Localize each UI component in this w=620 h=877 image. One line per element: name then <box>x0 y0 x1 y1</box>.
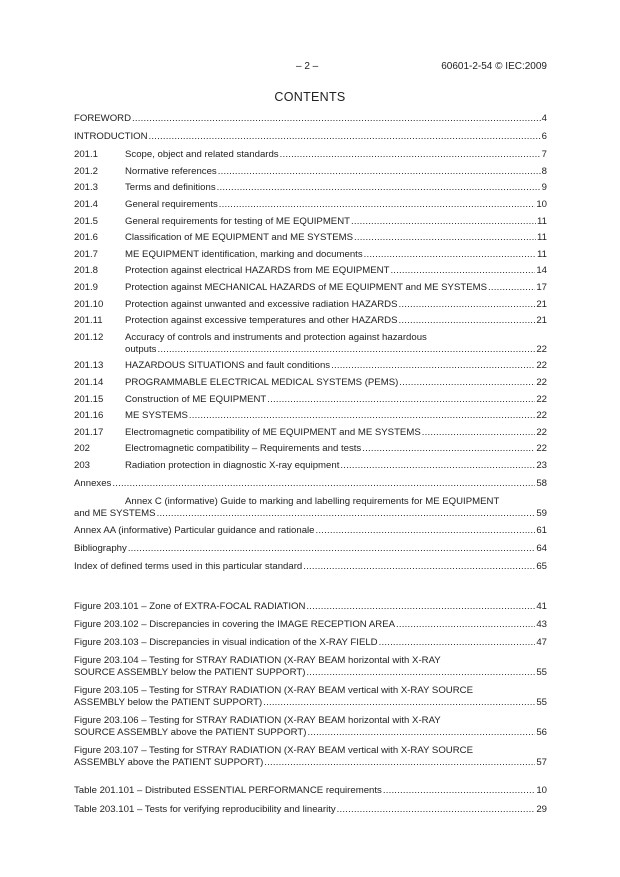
toc-entry[interactable] <box>74 113 547 125</box>
toc-entry-page: 21 <box>536 315 547 327</box>
page-header <box>0 61 620 75</box>
toc-entry-page: 58 <box>536 477 547 489</box>
toc-entry-page: 22 <box>536 377 547 389</box>
dot-leader <box>340 460 535 472</box>
dot-leader <box>399 315 536 327</box>
toc-entry-page: 10 <box>536 199 547 211</box>
toc-entry-title-cont: ASSEMBLY below the PATIENT SUPPORT) <box>74 697 263 708</box>
toc-entry[interactable] <box>74 265 547 277</box>
toc-entry-line <box>74 199 547 211</box>
toc-entry-line <box>74 804 547 816</box>
dot-leader <box>379 637 536 649</box>
toc-entry-title: Annexes <box>74 477 112 489</box>
toc-entry[interactable] <box>74 299 547 311</box>
toc-entry-line <box>74 697 547 709</box>
toc-entry-line <box>74 543 547 555</box>
toc-entry-title: Construction of ME EQUIPMENT <box>125 393 267 405</box>
toc-entry[interactable] <box>74 166 547 178</box>
toc-entry-title: Protection against electrical HAZARDS from ME EQUIPMENT <box>125 265 390 277</box>
dot-leader <box>488 282 535 294</box>
toc-entry-title: Protection against excessive temperatures and other HAZARDS <box>125 315 398 327</box>
toc-entry-line <box>74 667 547 679</box>
toc-entry-number: 201.5 <box>74 215 99 227</box>
dot-leader <box>217 182 541 194</box>
toc-entry[interactable] <box>74 149 547 161</box>
toc-entry-number: 201.17 <box>74 426 104 438</box>
toc-entry-line <box>74 525 547 537</box>
contents-title: CONTENTS <box>274 90 346 104</box>
tables-list <box>74 785 547 823</box>
toc-entry-line <box>74 113 547 125</box>
toc-entry-number <box>74 496 125 508</box>
toc-entry[interactable] <box>74 282 547 294</box>
dot-leader <box>307 727 535 739</box>
toc-entry-page: 22 <box>536 443 547 455</box>
dot-leader <box>267 394 535 406</box>
toc-entry-title: Protection against unwanted and excessive radiation HAZARDS <box>125 298 398 310</box>
toc-entry-title: Annex C (informative) Guide to marking and labelling requirements for ME EQUIPMENT <box>125 495 500 507</box>
toc-entry-number: 201.2 <box>74 165 99 177</box>
toc-entry-page: 41 <box>536 601 547 612</box>
toc-entry-title: Annex AA (informative) Particular guidance and rationale <box>74 524 315 536</box>
dot-leader <box>364 249 536 261</box>
toc-entry-title: Classification of ME EQUIPMENT and ME SYSTEMS <box>125 232 354 244</box>
dot-leader <box>149 131 541 143</box>
dot-leader <box>316 525 536 537</box>
toc-entry-title-cont: ASSEMBLY above the PATIENT SUPPORT) <box>74 757 264 768</box>
toc-entry-line <box>74 655 547 667</box>
toc-entry-title-cont: and ME SYSTEMS <box>74 507 156 519</box>
toc-entry[interactable] <box>74 619 547 631</box>
toc-entry-line <box>74 377 547 389</box>
dot-leader <box>396 619 535 631</box>
toc-entry-title: Normative references <box>125 165 217 177</box>
toc-entry[interactable] <box>74 360 547 372</box>
dot-leader <box>132 113 541 125</box>
toc-entry-page: 22 <box>536 343 547 355</box>
toc-entry-line <box>74 745 547 757</box>
toc-entry-title: Figure 203.105 – Testing for STRAY RADIATION (X-RAY BEAM vertical with X-RAY SOURCE <box>74 685 473 696</box>
toc-entry-title: Bibliography <box>74 542 127 554</box>
toc-entry-line <box>74 410 547 422</box>
toc-entry-page: 17 <box>536 282 547 294</box>
toc-entry-line <box>74 344 547 356</box>
toc-entry-line <box>74 182 547 194</box>
dot-leader <box>383 785 535 797</box>
dot-leader <box>264 757 535 769</box>
toc-entry[interactable] <box>74 715 547 739</box>
toc-entry-line <box>74 315 547 327</box>
toc-entry-line <box>74 478 547 490</box>
toc-entry-title: Figure 203.107 – Testing for STRAY RADIATION (X-RAY BEAM vertical with X-RAY SOURCE <box>74 745 473 756</box>
dot-leader <box>218 166 541 178</box>
toc-entry-number: 201.6 <box>74 232 99 244</box>
toc-entry-page: 65 <box>536 560 547 572</box>
dot-leader <box>399 377 535 389</box>
toc-entry-title: PROGRAMMABLE ELECTRICAL MEDICAL SYSTEMS (PEMS) <box>125 377 399 389</box>
toc-entry-number: 201.1 <box>74 149 99 161</box>
dot-leader <box>157 344 535 356</box>
toc-entry[interactable] <box>74 443 547 455</box>
toc-entry-line <box>74 265 547 277</box>
dot-leader <box>422 427 536 439</box>
toc-entry-page: 56 <box>536 727 547 738</box>
toc-entry-number: 201.8 <box>74 265 99 277</box>
toc-entry-line <box>74 282 547 294</box>
toc-entry-page: 61 <box>536 524 547 536</box>
toc-entry-page: 29 <box>536 804 547 815</box>
toc-entry-number: 201.10 <box>74 298 104 310</box>
dot-leader <box>306 667 535 679</box>
dot-leader <box>306 601 535 613</box>
toc-entry-line <box>74 427 547 439</box>
toc-entry-title: Radiation protection in diagnostic X-ray equipment <box>125 459 340 471</box>
toc-entry-page: 22 <box>536 393 547 405</box>
toc-entry[interactable] <box>74 131 547 143</box>
toc-entry-number: 201.12 <box>74 331 104 343</box>
toc-entry-line <box>74 561 547 573</box>
toc-entry-page: 8 <box>541 165 547 177</box>
toc-entry-page: 4 <box>541 113 547 124</box>
toc-entry-title: Figure 203.104 – Testing for STRAY RADIATION (X-RAY BEAM horizontal with X-RAY <box>74 655 441 666</box>
toc-entry-line <box>74 299 547 311</box>
toc-entry-line <box>74 232 547 244</box>
toc-entry-page: 21 <box>536 298 547 310</box>
toc-entry-number: 201.15 <box>74 393 104 405</box>
toc-entry-page: 7 <box>541 149 547 161</box>
toc-entry-title: Figure 203.103 – Discrepancies in visual indication of the X-RAY FIELD <box>74 637 378 648</box>
contents-list <box>74 113 547 579</box>
toc-entry-page: 22 <box>536 360 547 372</box>
toc-entry-line <box>74 332 547 344</box>
toc-entry-title: Figure 203.106 – Testing for STRAY RADIATION (X-RAY BEAM horizontal with X-RAY <box>74 715 441 726</box>
page-number: – 2 – <box>296 61 319 72</box>
dot-leader <box>303 561 535 573</box>
toc-entry[interactable] <box>74 249 547 261</box>
toc-entry-line <box>74 727 547 739</box>
dot-leader <box>362 443 535 455</box>
toc-entry-title: INTRODUCTION <box>74 131 148 142</box>
toc-entry-title: General requirements <box>125 199 218 211</box>
toc-entry[interactable] <box>74 685 547 709</box>
toc-entry-line <box>74 757 547 769</box>
toc-entry-number: 203 <box>74 459 91 471</box>
toc-entry[interactable] <box>74 216 547 228</box>
toc-entry-page: 59 <box>536 507 547 519</box>
toc-entry-page: 57 <box>536 757 547 768</box>
toc-entry[interactable] <box>74 561 547 573</box>
toc-entry-number: 201.7 <box>74 248 99 260</box>
toc-entry[interactable] <box>74 427 547 439</box>
toc-entry-page: 14 <box>536 265 547 277</box>
toc-entry-title: Table 203.101 – Tests for verifying reproducibility and linearity <box>74 804 336 815</box>
toc-entry[interactable] <box>74 525 547 537</box>
toc-entry-page: 6 <box>541 131 547 142</box>
toc-entry-title: Index of defined terms used in this particular standard <box>74 560 303 572</box>
dot-leader <box>390 265 535 277</box>
dot-leader <box>337 804 536 816</box>
toc-entry-line <box>74 785 547 797</box>
toc-entry[interactable] <box>74 478 547 490</box>
toc-entry-line <box>74 496 547 508</box>
toc-entry-title: Electromagnetic compatibility – Requirements and tests <box>125 443 362 455</box>
toc-entry-page: 47 <box>536 637 547 648</box>
toc-entry-title-cont: SOURCE ASSEMBLY above the PATIENT SUPPORT) <box>74 727 307 738</box>
figures-list <box>74 601 547 775</box>
toc-entry-page: 22 <box>536 410 547 422</box>
toc-entry-number: 201.11 <box>74 315 103 327</box>
toc-entry-line <box>74 601 547 613</box>
toc-entry-page: 64 <box>536 542 547 554</box>
toc-entry-page: 55 <box>536 697 547 708</box>
dot-leader <box>331 360 535 372</box>
dot-leader <box>189 410 535 422</box>
toc-entry-number: 201.16 <box>74 410 104 422</box>
toc-entry-page: 11 <box>537 248 547 260</box>
toc-entry-title-cont: SOURCE ASSEMBLY below the PATIENT SUPPORT) <box>74 667 306 678</box>
toc-entry-page: 43 <box>536 619 547 630</box>
toc-entry-line <box>74 715 547 727</box>
toc-entry-title: ME EQUIPMENT identification, marking and documents <box>125 248 363 260</box>
toc-entry-line <box>74 360 547 372</box>
document-id: 60601-2-54 © IEC:2009 <box>441 61 547 72</box>
toc-entry-page: 55 <box>536 667 547 678</box>
toc-entry[interactable] <box>74 785 547 797</box>
toc-entry-line <box>74 619 547 631</box>
toc-entry-line <box>74 131 547 143</box>
toc-entry-line <box>74 149 547 161</box>
toc-entry[interactable] <box>74 655 547 679</box>
toc-entry-page: 11 <box>537 232 547 244</box>
toc-entry-line <box>74 166 547 178</box>
toc-entry[interactable] <box>74 745 547 769</box>
toc-entry-line <box>74 685 547 697</box>
toc-entry-line <box>74 508 547 520</box>
toc-entry-title: ME SYSTEMS <box>125 410 188 422</box>
toc-entry[interactable] <box>74 601 547 613</box>
toc-entry-number: 201.13 <box>74 360 104 372</box>
toc-entry-number: 202 <box>74 443 91 455</box>
toc-entry[interactable] <box>74 496 547 520</box>
dot-leader <box>351 216 536 228</box>
toc-entry[interactable] <box>74 332 547 356</box>
toc-entry-line <box>74 637 547 649</box>
toc-entry-number: 201.3 <box>74 182 99 194</box>
dot-leader <box>280 149 541 161</box>
toc-entry-line <box>74 443 547 455</box>
toc-entry[interactable] <box>74 543 547 555</box>
toc-entry-title: Electromagnetic compatibility of ME EQUIPMENT and ME SYSTEMS <box>125 426 421 438</box>
toc-entry-page: 11 <box>537 215 547 227</box>
toc-entry-title: General requirements for testing of ME EQUIPMENT <box>125 215 350 227</box>
toc-entry-number: 201.4 <box>74 199 99 211</box>
toc-entry-page: 23 <box>536 459 547 471</box>
dot-leader <box>219 199 536 211</box>
toc-entry-title: Table 201.101 – Distributed ESSENTIAL PERFORMANCE requirements <box>74 785 382 796</box>
toc-entry-title: Figure 203.102 – Discrepancies in covering the IMAGE RECEPTION AREA <box>74 619 395 630</box>
toc-entry-page: 9 <box>541 182 547 194</box>
toc-entry-number: 201.14 <box>74 377 104 389</box>
toc-entry-page: 22 <box>536 426 547 438</box>
toc-entry[interactable] <box>74 315 547 327</box>
toc-entry-number: 201.9 <box>74 282 99 294</box>
dot-leader <box>157 508 536 520</box>
toc-entry-line <box>74 394 547 406</box>
toc-entry[interactable] <box>74 377 547 389</box>
toc-entry[interactable] <box>74 199 547 211</box>
dot-leader <box>354 232 536 244</box>
toc-entry-page: 10 <box>536 785 547 796</box>
toc-entry[interactable] <box>74 394 547 406</box>
toc-entry-line <box>74 249 547 261</box>
toc-entry-title: Accuracy of controls and instruments and protection against hazardous <box>125 331 427 343</box>
dot-leader <box>112 478 535 490</box>
toc-entry[interactable] <box>74 460 547 472</box>
toc-entry-line <box>74 460 547 472</box>
toc-entry-title: HAZARDOUS SITUATIONS and fault conditions <box>125 360 331 372</box>
toc-entry-line <box>74 216 547 228</box>
toc-entry-title: Scope, object and related standards <box>125 149 279 161</box>
toc-entry-title: FOREWORD <box>74 113 132 124</box>
toc-entry[interactable] <box>74 182 547 194</box>
toc-entry[interactable] <box>74 637 547 649</box>
toc-entry[interactable] <box>74 232 547 244</box>
toc-entry[interactable] <box>74 410 547 422</box>
toc-entry-title: Protection against MECHANICAL HAZARDS of ME EQUIPMENT and ME SYSTEMS <box>125 282 488 294</box>
dot-leader <box>399 299 536 311</box>
toc-entry-title: Terms and definitions <box>125 182 216 194</box>
dot-leader <box>263 697 535 709</box>
dot-leader <box>128 543 536 555</box>
toc-entry-title: Figure 203.101 – Zone of EXTRA-FOCAL RADIATION <box>74 601 306 612</box>
toc-entry[interactable] <box>74 804 547 816</box>
toc-entry-title-cont: outputs <box>125 343 157 355</box>
